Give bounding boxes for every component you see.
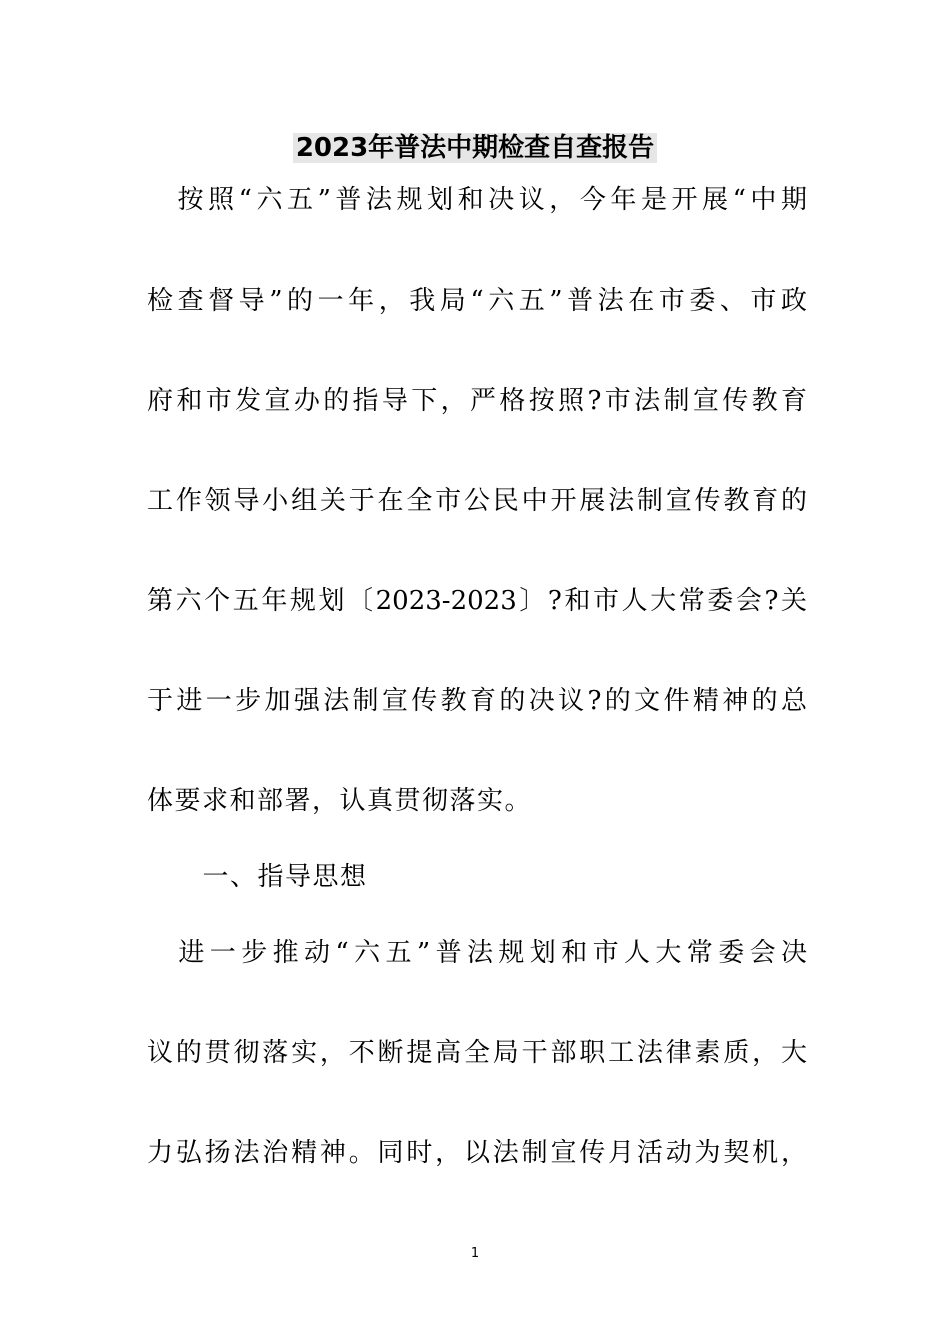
paragraph-line: 议的贯彻落实，不断提高全局干部职工法律素质，大 [147, 1038, 807, 1068]
paragraph-line: 体要求和部署，认真贯彻落实。 [147, 786, 533, 816]
document-title-text: 2023年普法中期检查自查报告 [293, 133, 657, 163]
paragraph-line: 检查督导”的一年，我局“六五”普法在市委、市政 [147, 286, 807, 316]
document-title [0, 128, 950, 168]
paragraph-line: 府和市发宣办的指导下，严格按照?市法制宣传教育 [147, 386, 807, 416]
paragraph-line: 第六个五年规划〔2023-2023〕?和市人大常委会?关 [147, 586, 807, 616]
paragraph-line: 于进一步加强法制宣传教育的决议?的文件精神的总 [147, 686, 807, 716]
page-number: 1 [470, 1246, 480, 1261]
section-heading: 一、指导思想 [175, 862, 368, 892]
paragraph-line: 力弘扬法治精神。同时，以法制宣传月活动为契机， [147, 1138, 807, 1168]
paragraph-line: 工作领导小组关于在全市公民中开展法制宣传教育的 [147, 486, 807, 516]
paragraph-line: 进一步推动“六五”普法规划和市人大常委会决 [147, 938, 807, 968]
paragraph-line: 按照“六五”普法规划和决议，今年是开展“中期 [147, 185, 807, 215]
